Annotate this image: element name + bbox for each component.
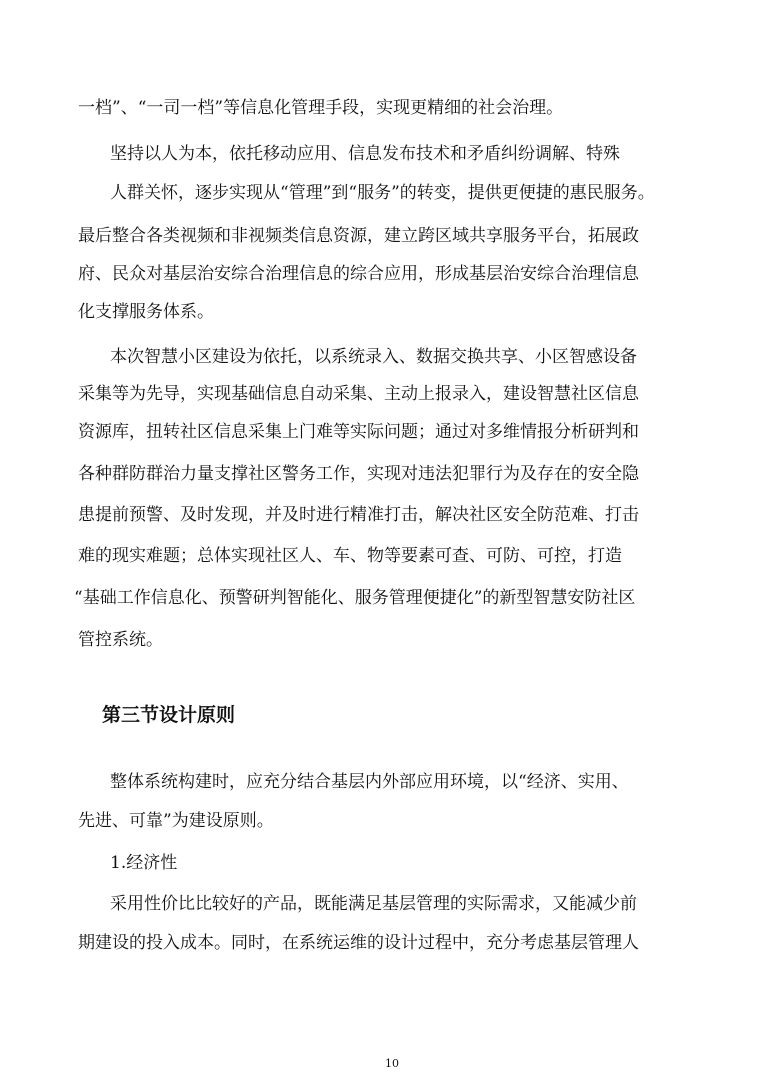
text-line: 最后整合各类视频和非视频类信息资源，建立跨区域共享服务平台，拓展政 <box>78 226 639 246</box>
text-line: 各种群防群治力量支撑社区警务工作，实现对违法犯罪行为及存在的安全隐 <box>78 464 639 484</box>
text-line: 坚持以人为本，依托移动应用、信息发布技术和矛盾纠纷调解、特殊 <box>110 144 620 164</box>
text-line: 整体系统构建时，应充分结合基层内外部应用环境，以“经济、实用、 <box>110 772 629 792</box>
text-line: 采用性价比比较好的产品，既能满足基层管理的实际需求，又能减少前 <box>110 894 637 914</box>
text-line: 1.经济性 <box>110 853 178 873</box>
text-line: 难的现实难题；总体实现社区人、车、物等要素可查、可防、可控，打造 <box>78 546 622 566</box>
text-line: 期建设的投入成本。同时，在系统运维的设计过程中，充分考虑基层管理人 <box>78 933 639 953</box>
text-line: 采集等为先导，实现基础信息自动采集、主动上报录入，建设智慧社区信息 <box>78 384 639 404</box>
text-line: 先进、可靠”为建设原则。 <box>78 811 274 831</box>
text-line: 资源库，扭转社区信息采集上门难等实际问题；通过对多维情报分析研判和 <box>78 422 639 442</box>
section-heading: 第三节设计原则 <box>102 704 236 726</box>
text-line: 患提前预警、及时发现，并及时进行精准打击，解决社区安全防范难、打击 <box>78 505 639 525</box>
text-line: 一档”、“一司一档”等信息化管理手段，实现更精细的社会治理。 <box>78 98 564 118</box>
page-number: 10 <box>385 1057 399 1070</box>
text-line: 府、民众对基层治安综合治理信息的综合应用，形成基层治安综合治理信息 <box>78 264 639 284</box>
text-line: 化支撑服务体系。 <box>78 302 214 322</box>
text-line: 管控系统。 <box>78 630 163 650</box>
text-line: “基础工作信息化、预警研判智能化、服务管理便捷化”的新型智慧安防社区 <box>74 588 636 608</box>
text-line: 本次智慧小区建设为依托，以系统录入、数据交换共享、小区智感设备 <box>110 347 637 367</box>
text-line: 人群关怀，逐步实现从“管理”到“服务”的转变，提供更便捷的惠民服务。 <box>110 183 655 203</box>
